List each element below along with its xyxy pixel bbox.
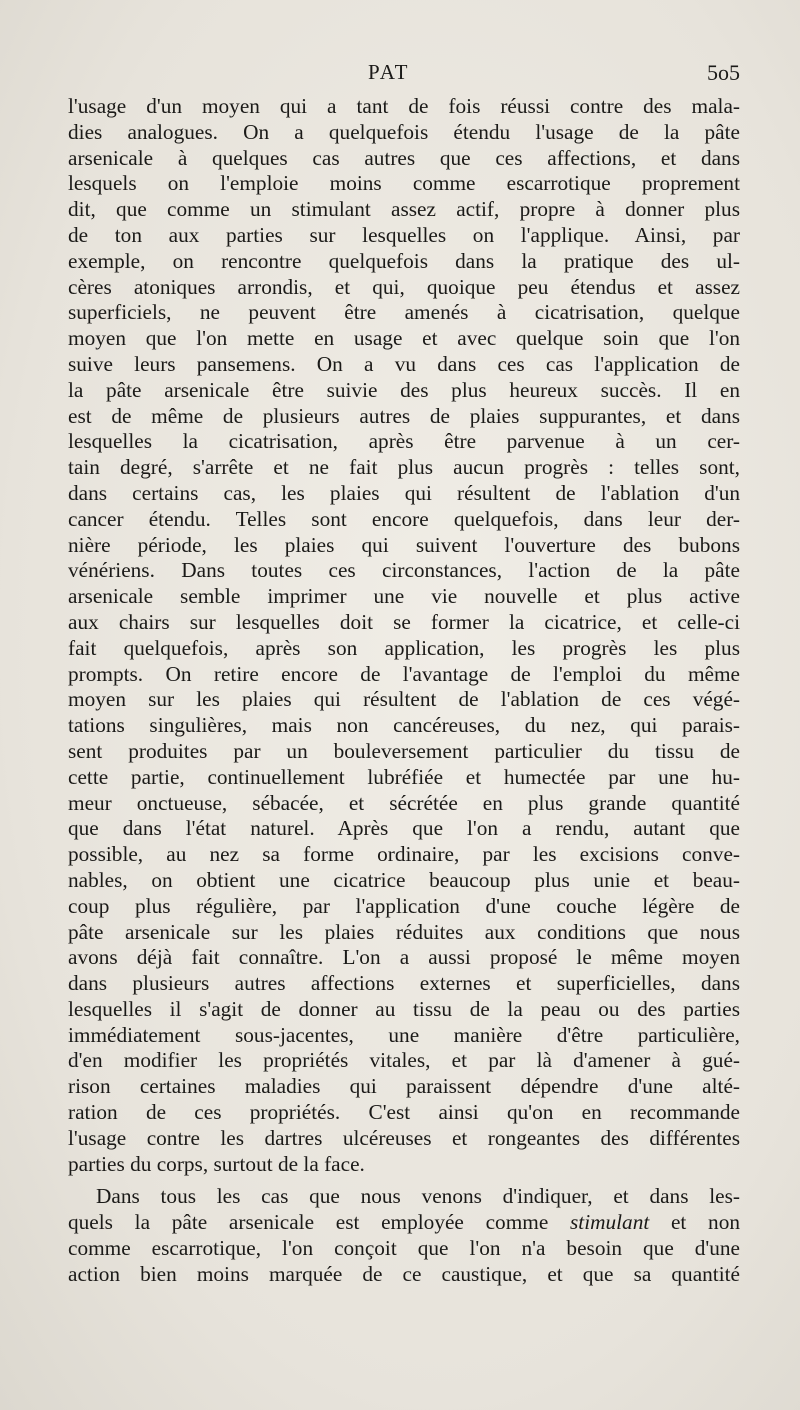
text-line: action bien moins marquée de ce caustique, et que sa quantité [68, 1261, 740, 1286]
text-line [68, 1210, 740, 1236]
text-line: coup plus régulière, par l'application d'une couche légère de [68, 893, 740, 918]
text-line: meur onctueuse, sébacée, et sécrétée en plus grande quantité [68, 790, 740, 815]
text-line: avons déjà fait connaître. L'on a aussi proposé le même moyen [68, 945, 740, 970]
text-line: que dans l'état naturel. Après que l'on a rendu, autant que [68, 816, 740, 841]
text-line: arsenicale à quelques cas autres que ces affections, et dans [68, 145, 740, 170]
text-line: cancer étendu. Telles sont encore quelquefois, dans leur der- [68, 506, 740, 531]
text-line: fait quelquefois, après son application, les progrès les plus [68, 635, 740, 660]
text-line: comme escarrotique, l'on conçoit que l'on n'a besoin que d'une [68, 1236, 740, 1261]
text-line: de ton aux parties sur lesquelles on l'applique. Ainsi, par [68, 222, 740, 247]
italic-word: stimulant [569, 1210, 650, 1235]
text-line: suive leurs pansemens. On a vu dans ces cas l'application de [68, 351, 740, 376]
text-line: nables, on obtient une cicatrice beaucoup plus unie et beau- [68, 867, 740, 892]
text-line: sent produites par un bouleversement particulier du tissu de [68, 738, 740, 763]
text-line: exemple, on rencontre quelquefois dans la pratique des ul- [68, 248, 740, 273]
text-line: cette partie, continuellement lubréfiée et humectée par une hu- [68, 764, 740, 789]
text-line: parties du corps, surtout de la face. [68, 1151, 365, 1176]
paragraph-gap [68, 1177, 740, 1184]
paragraph-2 [68, 1184, 740, 1287]
text-line: lesquelles la cicatrisation, après être parvenue à un cer- [68, 429, 740, 454]
body-text [68, 94, 740, 1288]
text-line: est de même de plusieurs autres de plaies suppurantes, et dans [68, 403, 740, 428]
text-line: dit, que comme un stimulant assez actif, propre à donner plus [68, 197, 740, 222]
text-line: superficiels, ne peuvent être amenés à cicatrisation, quelque [68, 300, 740, 325]
text-line: pâte arsenicale sur les plaies réduites aux conditions que nous [68, 919, 740, 944]
text-line: cères atoniques arrondis, et qui, quoique peu étendus et assez [68, 274, 740, 299]
text-line: nière période, les plaies qui suivent l'ouverture des bubons [68, 532, 740, 557]
text-line: moyen que l'on mette en usage et avec quelque soin que l'on [68, 326, 740, 351]
running-head [68, 60, 740, 90]
text-line: rison certaines maladies qui paraissent dépendre d'une alté- [68, 1074, 740, 1099]
text-run: et non [649, 1210, 740, 1235]
text-line: dies analogues. On a quelquefois étendu l'usage de la pâte [68, 119, 740, 144]
text-line: l'usage contre les dartres ulcéreuses et rongeantes des différentes [68, 1125, 740, 1150]
text-line: moyen sur les plaies qui résultent de l'ablation de ces végé- [68, 687, 740, 712]
text-line: tain degré, s'arrête et ne fait plus aucun progrès : telles sont, [68, 455, 740, 480]
text-line: la pâte arsenicale être suivie des plus heureux succès. Il en [68, 377, 740, 402]
text-line: tations singulières, mais non cancéreuses, du nez, qui parais- [68, 713, 740, 738]
text-line: Dans tous les cas que nous venons d'indiquer, et dans les- [96, 1184, 740, 1209]
text-line: l'usage d'un moyen qui a tant de fois réussi contre des mala- [68, 94, 740, 118]
paragraph-1 [68, 94, 740, 1177]
text-line: possible, au nez sa forme ordinaire, par les excisions conve- [68, 842, 740, 867]
text-line: dans plusieurs autres affections externes et superficielles, dans [68, 971, 740, 996]
text-line: d'en modifier les propriétés vitales, et par là d'amener à gué- [68, 1048, 740, 1073]
text-line: vénériens. Dans toutes ces circonstances, l'action de la pâte [68, 558, 740, 583]
text-line: aux chairs sur lesquelles doit se former la cicatrice, et celle-ci [68, 609, 740, 634]
text-line: prompts. On retire encore de l'avantage de l'emploi du même [68, 661, 740, 686]
text-line: arsenicale semble imprimer une vie nouvelle et plus active [68, 584, 740, 609]
text-line: immédiatement sous-jacentes, une manière d'être particulière, [68, 1022, 740, 1047]
text-line: dans certains cas, les plaies qui résultent de l'ablation d'un [68, 480, 740, 505]
running-head-title: PAT [368, 60, 410, 84]
text-line: ration de ces propriétés. C'est ainsi qu'on en recommande [68, 1100, 740, 1125]
page-number: 5o5 [707, 60, 740, 85]
text-run: quels la pâte arsenicale est employée comme [68, 1210, 570, 1235]
text-line: lesquelles il s'agit de donner au tissu de la peau ou des parties [68, 996, 740, 1021]
text-line: lesquels on l'emploie moins comme escarrotique proprement [68, 171, 740, 196]
